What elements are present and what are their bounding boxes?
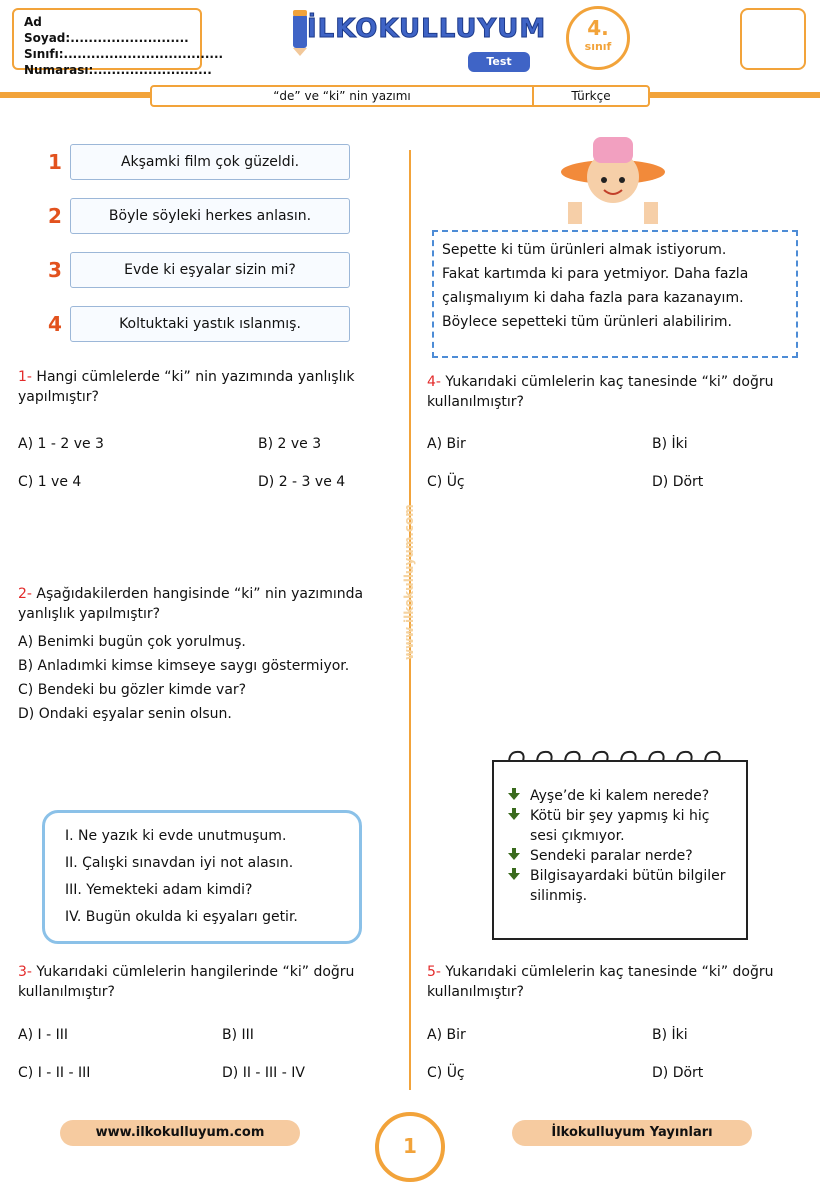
q4-option-b[interactable]: B) İki (652, 436, 688, 452)
q5-option-b[interactable]: B) İki (652, 1027, 688, 1043)
card-number-1: 1 (48, 150, 62, 174)
class-label: Sınıfı:................................... (24, 47, 224, 61)
q2-option-d[interactable]: D) Ondaki eşyalar senin olsun. (18, 706, 232, 722)
q3-option-b[interactable]: B) III (222, 1027, 254, 1043)
question-5-number: 5- (427, 964, 441, 980)
arrow-bullet-icon (508, 808, 520, 820)
watermark: www.ilkokulluyum.com (402, 504, 416, 660)
topic-title: “de” ve “ki” nin yazımı (273, 89, 411, 103)
question-3-text: Yukarıdaki cümlelerin hangilerinde “ki” doğru kullanılmıştır? (18, 964, 355, 1000)
q4-passage-line-1: Sepette ki tüm ürünleri almak istiyorum. (442, 242, 727, 258)
subject-title: Türkçe (571, 89, 611, 103)
sentence-card-1: Akşamki film çok güzeldi. (70, 144, 350, 180)
q2-option-c[interactable]: C) Bendeki bu gözler kimde var? (18, 682, 247, 698)
topic-bar (150, 85, 650, 107)
q3-sentence-2: II. Çalışki sınavdan iyi not alasın. (65, 855, 294, 871)
q4-passage-line-3: çalışmalıyım ki daha fazla para kazanayım. (442, 290, 744, 306)
q4-passage-box (432, 230, 798, 358)
question-2-number: 2- (18, 586, 32, 602)
q3-sentence-1: I. Ne yazık ki evde unutmuşum. (65, 828, 287, 844)
card-number-4: 4 (48, 312, 62, 336)
q5-option-d[interactable]: D) Dört (652, 1065, 704, 1081)
q3-option-c[interactable]: C) I - II - III (18, 1065, 91, 1081)
q3-sentence-box (42, 810, 362, 944)
question-3 (18, 962, 398, 1002)
q1-option-a[interactable]: A) 1 - 2 ve 3 (18, 436, 104, 452)
q5-option-c[interactable]: C) Üç (427, 1065, 465, 1081)
arrow-bullet-icon (508, 868, 520, 880)
sentence-card-3: Evde ki eşyalar sizin mi? (70, 252, 350, 288)
q5-item-1: Ayşe’de ki kalem nerede? (508, 786, 736, 806)
question-5-text: Yukarıdaki cümlelerin kaç tanesinde “ki” doğru kullanılmıştır? (427, 964, 774, 1000)
question-1-number: 1- (18, 369, 32, 385)
arrow-bullet-icon (508, 788, 520, 800)
question-2 (18, 584, 398, 624)
grade-word: sınıf (584, 40, 612, 53)
girl-illustration (548, 132, 678, 232)
q5-item-3: Sendeki paralar nerde? (508, 846, 736, 866)
q3-sentence-3: III. Yemekteki adam kimdi? (65, 882, 253, 898)
question-4-text: Yukarıdaki cümlelerin kaç tanesinde “ki” doğru kullanılmıştır? (427, 374, 774, 410)
q5-item-2: Kötü bir şey yapmış ki hiç sesi çıkmıyor. (508, 806, 736, 846)
name-label: Ad Soyad:.......................... (24, 15, 189, 45)
q5-notebook (492, 760, 748, 940)
q5-option-a[interactable]: A) Bir (427, 1027, 466, 1043)
q4-option-d[interactable]: D) Dört (652, 474, 704, 490)
question-4 (427, 372, 807, 412)
footer-website: www.ilkokulluyum.com (60, 1120, 300, 1146)
test-badge: Test (468, 52, 530, 72)
grade-badge (566, 6, 630, 70)
sentence-card-2: Böyle söyleki herkes anlasın. (70, 198, 350, 234)
question-4-number: 4- (427, 374, 441, 390)
score-box (740, 8, 806, 70)
page-number: 1 (375, 1112, 445, 1182)
question-1 (18, 367, 398, 407)
sentence-card-4: Koltuktaki yastık ıslanmış. (70, 306, 350, 342)
number-label: Numarası:.......................... (24, 63, 212, 77)
footer-publisher: İlkokulluyum Yayınları (512, 1120, 752, 1146)
logo-text: İLKOKULLUYUM (307, 14, 547, 44)
question-3-number: 3- (18, 964, 32, 980)
q3-sentence-4: IV. Bugün okulda ki eşyaları getir. (65, 909, 298, 925)
q1-option-c[interactable]: C) 1 ve 4 (18, 474, 82, 490)
q2-option-b[interactable]: B) Anladımki kimse kimseye saygı göstermiyor. (18, 658, 350, 674)
logo (285, 8, 545, 56)
student-info-box (12, 8, 224, 77)
arrow-bullet-icon (508, 848, 520, 860)
q2-option-a[interactable]: A) Benimki bugün çok yorulmuş. (18, 634, 246, 650)
q3-option-a[interactable]: A) I - III (18, 1027, 68, 1043)
q4-passage-line-4: Böylece sepetteki tüm ürünleri alabilirim. (442, 314, 732, 330)
card-number-2: 2 (48, 204, 62, 228)
q1-option-b[interactable]: B) 2 ve 3 (258, 436, 322, 452)
grade-number: 4. (587, 16, 609, 40)
question-5 (427, 962, 807, 1002)
card-number-3: 3 (48, 258, 62, 282)
question-1-text: Hangi cümlelerde “ki” nin yazımında yanlışlık yapılmıştır? (18, 369, 355, 405)
q4-option-a[interactable]: A) Bir (427, 436, 466, 452)
q1-option-d[interactable]: D) 2 - 3 ve 4 (258, 474, 346, 490)
q5-item-4: Bilgisayardaki bütün bilgiler silinmiş. (508, 866, 736, 906)
q4-option-c[interactable]: C) Üç (427, 474, 465, 490)
q4-passage-line-2: Fakat kartımda ki para yetmiyor. Daha fazla (442, 266, 749, 282)
q3-option-d[interactable]: D) II - III - IV (222, 1065, 305, 1081)
question-2-text: Aşağıdakilerden hangisinde “ki” nin yazımında yanlışlık yapılmıştır? (18, 586, 364, 622)
